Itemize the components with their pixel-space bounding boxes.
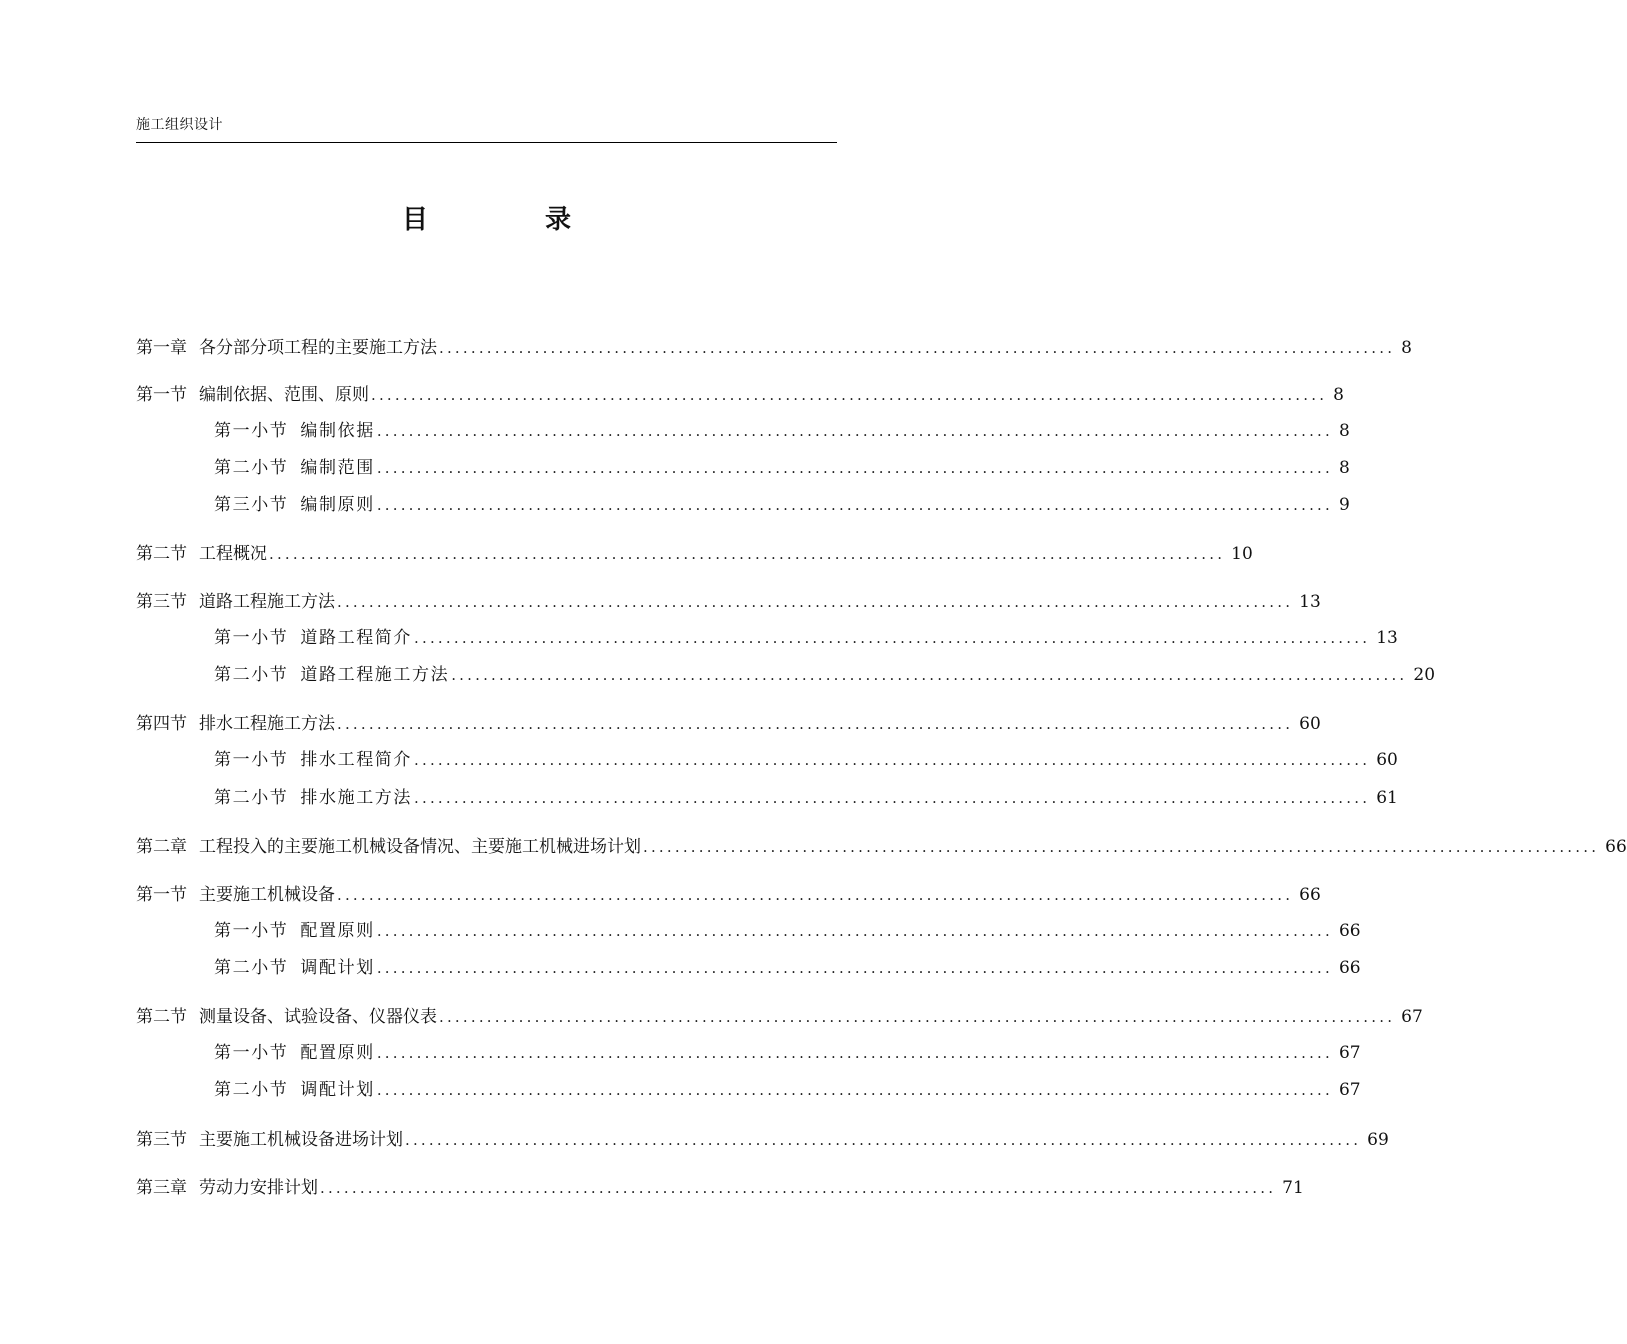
toc-entry-text: 排水施工方法: [300, 788, 413, 808]
toc-entry[interactable]: [136, 1126, 1389, 1150]
toc-entry[interactable]: [214, 746, 1398, 770]
toc-entry[interactable]: [136, 881, 1321, 905]
toc-entry-label: 第一节: [136, 385, 187, 405]
toc-entry-text: 编制范围: [300, 458, 375, 478]
toc-entry[interactable]: [136, 710, 1321, 734]
toc-entry-page: 8: [1333, 385, 1344, 405]
toc-entry-page: 66: [1605, 837, 1627, 857]
toc-dot-leader: ........................................................................................................................: [269, 545, 1226, 563]
toc-entry-page: 66: [1299, 885, 1321, 905]
toc-entry-page: 13: [1299, 592, 1321, 612]
toc-title-char-1: 目: [402, 205, 429, 235]
toc-entry-text: 排水工程施工方法: [199, 714, 335, 734]
toc-entry-label: 第二小节: [214, 458, 289, 478]
header-rule: [136, 142, 837, 143]
toc-dot-leader: ........................................................................................................................: [337, 593, 1294, 611]
toc-entry-text: 道路工程施工方法: [199, 592, 335, 612]
toc-entry-page: 67: [1338, 1043, 1361, 1063]
toc-dot-leader: ........................................................................................................................: [337, 715, 1294, 733]
toc-entry-text: 道路工程施工方法: [300, 665, 450, 685]
toc-entry[interactable]: [214, 624, 1398, 648]
toc-entry[interactable]: [136, 381, 1344, 405]
toc-title-char-2: 录: [545, 205, 572, 235]
toc-entry-text: 配置原则: [300, 921, 375, 941]
toc-entry-page: 61: [1376, 788, 1398, 808]
toc-entry-page: 69: [1367, 1130, 1389, 1150]
running-header: 施工组织设计: [136, 117, 223, 133]
toc-entry-page: 20: [1413, 665, 1436, 685]
toc-dot-leader: ........................................................................................................................: [320, 1179, 1277, 1197]
toc-dot-leader: ........................................................................................................................: [376, 1044, 1333, 1062]
toc-dot-leader: ........................................................................................................................: [439, 1008, 1396, 1026]
toc-dot-leader: ........................................................................................................................: [376, 922, 1333, 940]
toc-entry[interactable]: [214, 917, 1361, 941]
toc-entry-label: 第二小节: [214, 788, 289, 808]
toc-entry-page: 60: [1376, 750, 1398, 770]
toc-entry-text: 测量设备、试验设备、仪器仪表: [199, 1007, 437, 1027]
toc-dot-leader: ........................................................................................................................: [371, 386, 1328, 404]
toc-entry-label: 第一小节: [214, 628, 289, 648]
toc-dot-leader: ........................................................................................................................: [414, 789, 1371, 807]
toc-entry[interactable]: [136, 334, 1412, 358]
toc-dot-leader: ........................................................................................................................: [414, 629, 1371, 647]
toc-entry-label: 第一小节: [214, 921, 289, 941]
toc-entry-label: 第二小节: [214, 665, 289, 685]
toc-entry[interactable]: [214, 1039, 1361, 1063]
toc-dot-leader: ........................................................................................................................: [643, 838, 1600, 856]
toc-entry-label: 第三章: [136, 1178, 187, 1198]
toc-dot-leader: ........................................................................................................................: [337, 886, 1294, 904]
toc-entry-text: 工程投入的主要施工机械设备情况、主要施工机械进场计划: [199, 837, 641, 857]
toc-entry[interactable]: [214, 784, 1398, 808]
toc-entry[interactable]: [214, 417, 1350, 441]
toc-dot-leader: ........................................................................................................................: [414, 751, 1371, 769]
toc-entry[interactable]: [214, 491, 1350, 515]
toc-entry[interactable]: [214, 661, 1436, 685]
toc-dot-leader: ........................................................................................................................: [405, 1131, 1362, 1149]
toc-dot-leader: ........................................................................................................................: [376, 496, 1333, 514]
toc-entry[interactable]: [214, 454, 1350, 478]
toc-entry-page: 67: [1401, 1007, 1423, 1027]
toc-dot-leader: ........................................................................................................................: [451, 666, 1408, 684]
toc-entry[interactable]: [214, 1076, 1361, 1100]
toc-entry-page: 8: [1401, 338, 1412, 358]
toc-entry-label: 第三小节: [214, 495, 289, 515]
toc-entry-label: 第一章: [136, 338, 187, 358]
toc-entry-page: 67: [1338, 1080, 1361, 1100]
toc-entry[interactable]: [136, 1003, 1423, 1027]
toc-entry-label: 第二章: [136, 837, 187, 857]
toc-dot-leader: ........................................................................................................................: [376, 1081, 1333, 1099]
toc-entry-page: 66: [1338, 921, 1361, 941]
toc-entry-label: 第二小节: [214, 958, 289, 978]
toc-entry-page: 9: [1338, 495, 1350, 515]
toc-dot-leader: ........................................................................................................................: [439, 339, 1396, 357]
toc-entry-text: 编制依据、范围、原则: [199, 385, 369, 405]
toc-entry-text: 配置原则: [300, 1043, 375, 1063]
toc-entry-page: 60: [1299, 714, 1321, 734]
toc-entry[interactable]: [136, 588, 1321, 612]
toc-entry[interactable]: [136, 540, 1253, 564]
toc-entry-text: 工程概况: [199, 544, 267, 564]
toc-entry-page: 8: [1338, 421, 1350, 441]
toc-entry-page: 8: [1338, 458, 1350, 478]
toc-entry-label: 第一小节: [214, 750, 289, 770]
toc-entry-page: 66: [1338, 958, 1361, 978]
toc-entry-text: 调配计划: [300, 958, 375, 978]
toc-entry[interactable]: [214, 954, 1361, 978]
toc-entry-label: 第三节: [136, 592, 187, 612]
toc-dot-leader: ........................................................................................................................: [376, 422, 1333, 440]
toc-entry-text: 排水工程简介: [300, 750, 413, 770]
toc-entry-label: 第二小节: [214, 1080, 289, 1100]
toc-entry-text: 道路工程简介: [300, 628, 413, 648]
toc-entry-label: 第一节: [136, 885, 187, 905]
toc-entry-text: 编制原则: [300, 495, 375, 515]
toc-entry[interactable]: [136, 1174, 1304, 1198]
toc-entry[interactable]: [136, 833, 1627, 857]
toc-entry-page: 13: [1376, 628, 1398, 648]
toc-entry-text: 劳动力安排计划: [199, 1178, 318, 1198]
toc-entry-text: 主要施工机械设备进场计划: [199, 1130, 403, 1150]
toc-entry-label: 第四节: [136, 714, 187, 734]
toc-entry-label: 第二节: [136, 544, 187, 564]
toc-entry-text: 各分部分项工程的主要施工方法: [199, 338, 437, 358]
toc-entry-page: 71: [1282, 1178, 1304, 1198]
toc-entry-label: 第二节: [136, 1007, 187, 1027]
toc-entry-text: 主要施工机械设备: [199, 885, 335, 905]
toc-dot-leader: ........................................................................................................................: [376, 959, 1333, 977]
toc-entry-label: 第三节: [136, 1130, 187, 1150]
toc-entry-text: 调配计划: [300, 1080, 375, 1100]
toc-entry-text: 编制依据: [300, 421, 375, 441]
toc-entry-page: 10: [1231, 544, 1253, 564]
toc-entry-label: 第一小节: [214, 421, 289, 441]
toc-entry-label: 第一小节: [214, 1043, 289, 1063]
toc-dot-leader: ........................................................................................................................: [376, 459, 1333, 477]
